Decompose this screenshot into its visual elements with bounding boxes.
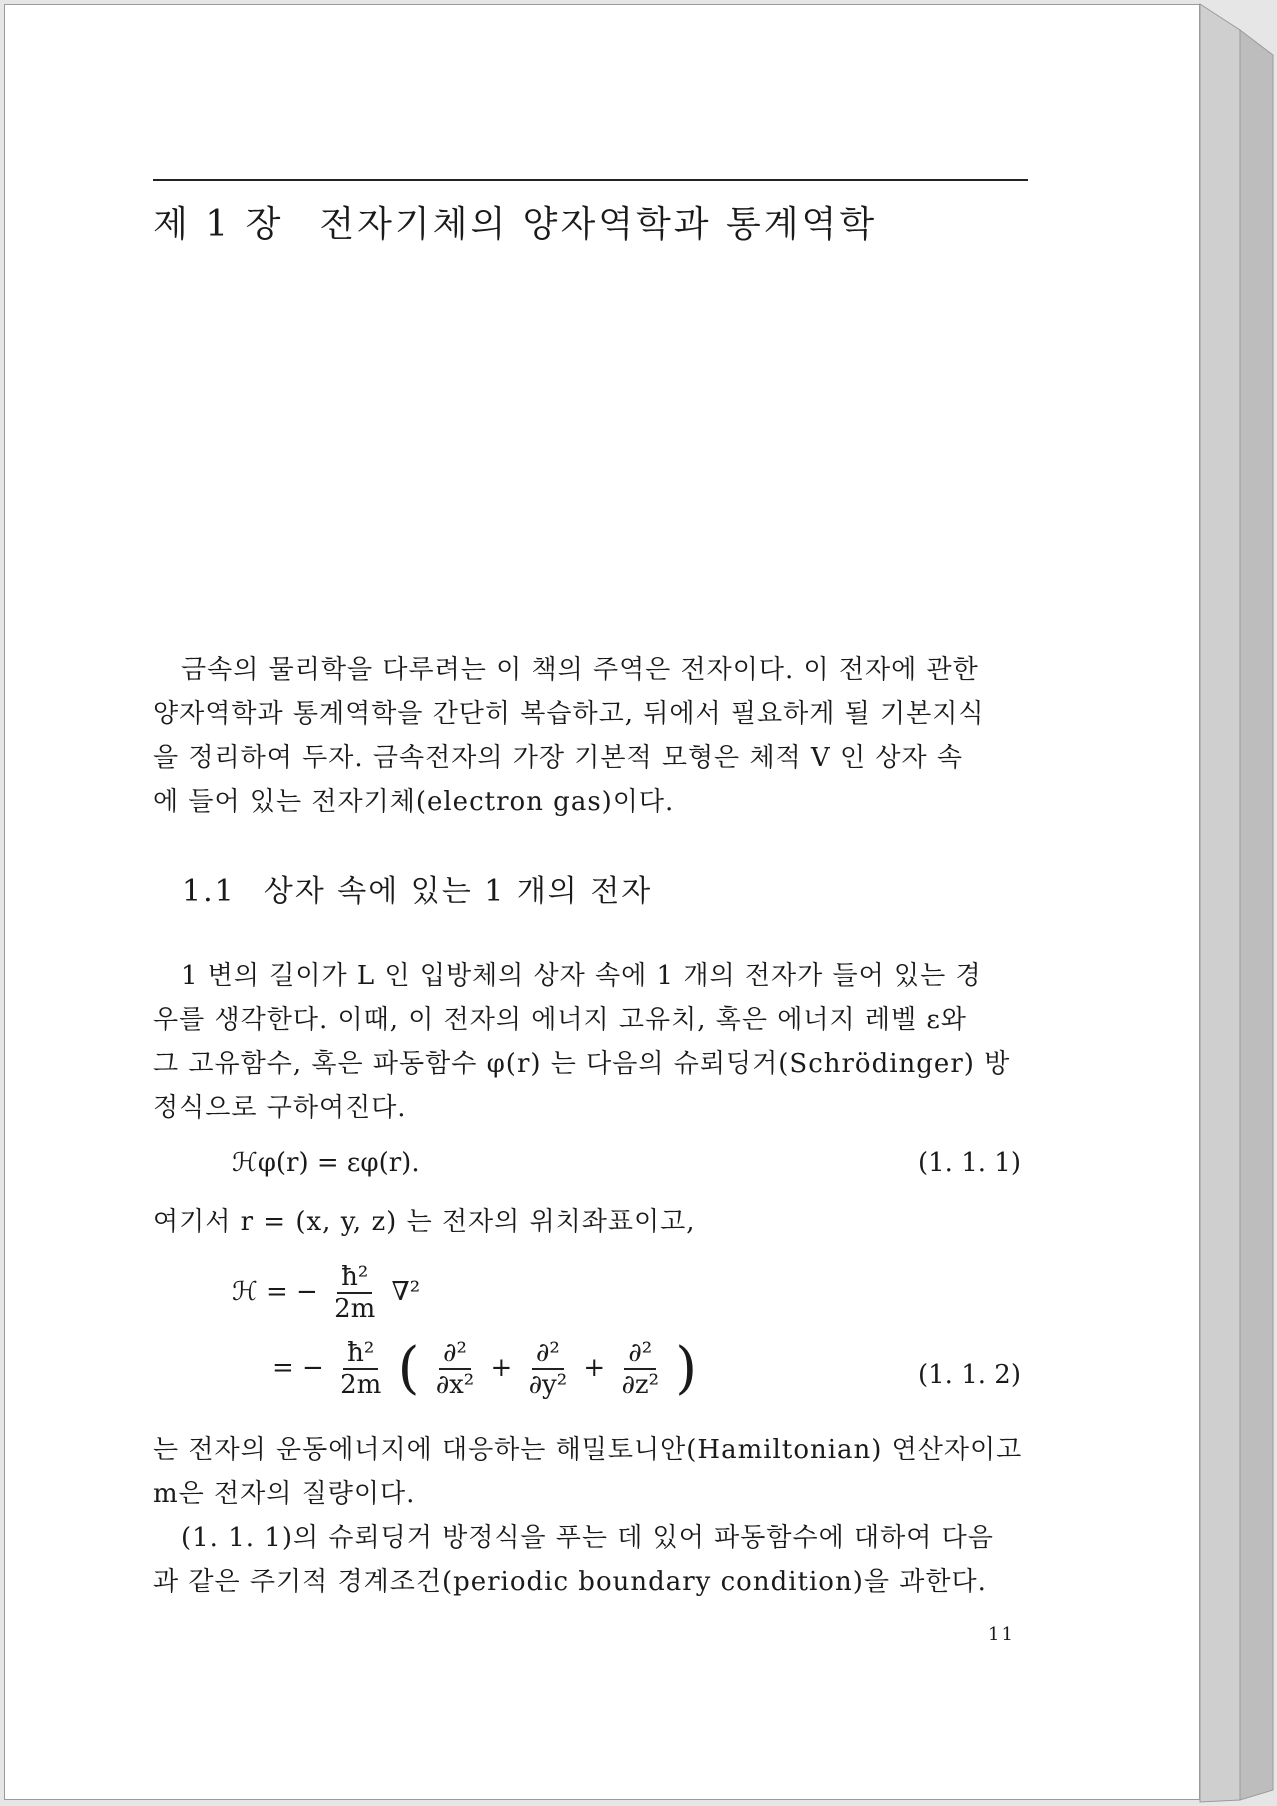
text-line: 을 정리하여 두자. 금속전자의 가장 기본적 모형은 체적 V 인 상자 속 — [153, 743, 963, 773]
intro-paragraph — [153, 648, 1061, 824]
paragraph-box-problem — [153, 954, 1061, 1130]
text-line: 는 전자의 운동에너지에 대응하는 해밀토니안(Hamiltonian) 연산자이고 — [153, 1435, 1023, 1465]
fraction: $\frac{\text{ħ²}}{2m}$ — [334, 1262, 376, 1324]
paragraph-position — [153, 1200, 1033, 1244]
fraction: $\frac{\text{∂²}}{\text{∂z²}}$ — [621, 1338, 660, 1400]
equation-1-1-2-line2: = − $\frac{\text{ħ²}}{2m}$ ( $\frac{\text{∂²}}{\text{∂x²}}$ + $\frac{\text{∂²}}{\text{∂y²}}$ + $\frac{\text{∂²}}{\text{∂z²}}$ ) — [272, 1336, 698, 1401]
equation-number: (1. 1. 1) — [918, 1148, 1021, 1178]
chapter-title: 전자기체의 양자역학과 통계역학 — [319, 204, 878, 245]
section-heading — [182, 866, 652, 910]
fraction: $\frac{\text{∂²}}{\text{∂y²}}$ — [528, 1338, 568, 1400]
section-title: 상자 속에 있는 1 개의 전자 — [263, 874, 653, 909]
paragraph-boundary — [153, 1516, 1061, 1604]
equation-number: (1. 1. 2) — [918, 1360, 1021, 1390]
hamiltonian-symbol: ℋ — [232, 1277, 258, 1307]
text-line: 1 변의 길이가 L 인 입방체의 상자 속에 1 개의 전자가 들어 있는 경 — [181, 961, 982, 991]
equation-1-1-1: ℋφ(r) = εφ(r). — [232, 1148, 420, 1178]
text-line: (1. 1. 1)의 슈뢰딩거 방정식을 푸는 데 있어 파동함수에 대하여 다음 — [181, 1523, 994, 1553]
fraction: $\frac{\text{ħ²}}{2m}$ — [340, 1338, 382, 1400]
fraction: $\frac{\text{∂²}}{\text{∂x²}}$ — [435, 1338, 475, 1400]
text-line: 에 들어 있는 전자기체(electron gas)이다. — [153, 787, 675, 817]
text-line: 우를 생각한다. 이때, 이 전자의 에너지 고유치, 혹은 에너지 레벨 ε와 — [153, 1005, 967, 1035]
text-line: 여기서 r = (x, y, z) 는 전자의 위치좌표이고, — [153, 1207, 696, 1237]
equation-1-1-2-line1: ℋ = − $\frac{\text{ħ²}}{2m}$ ∇² — [232, 1262, 421, 1324]
text-line: 양자역학과 통계역학을 간단히 복습하고, 뒤에서 필요하게 될 기본지식 — [153, 699, 985, 729]
text-line: m은 전자의 질량이다. — [153, 1479, 416, 1509]
text-line: 과 같은 주기적 경계조건(periodic boundary condition)을 과한다. — [153, 1567, 987, 1597]
laplacian: ∇² — [391, 1277, 421, 1307]
paragraph-hamiltonian — [153, 1428, 1033, 1516]
page-number: 11 — [988, 1624, 1015, 1645]
chapter-heading — [153, 196, 877, 247]
chapter-rule — [153, 179, 1028, 181]
text-line: 정식으로 구하여진다. — [153, 1093, 407, 1123]
chapter-number: 제 1 장 — [153, 204, 284, 245]
text-line: 그 고유함수, 혹은 파동함수 φ(r) 는 다음의 슈뢰딩거(Schrödinger) 방 — [153, 1049, 1011, 1079]
text-line: 금속의 물리학을 다루려는 이 책의 주역은 전자이다. 이 전자에 관한 — [181, 655, 979, 685]
section-number: 1.1 — [182, 874, 236, 909]
